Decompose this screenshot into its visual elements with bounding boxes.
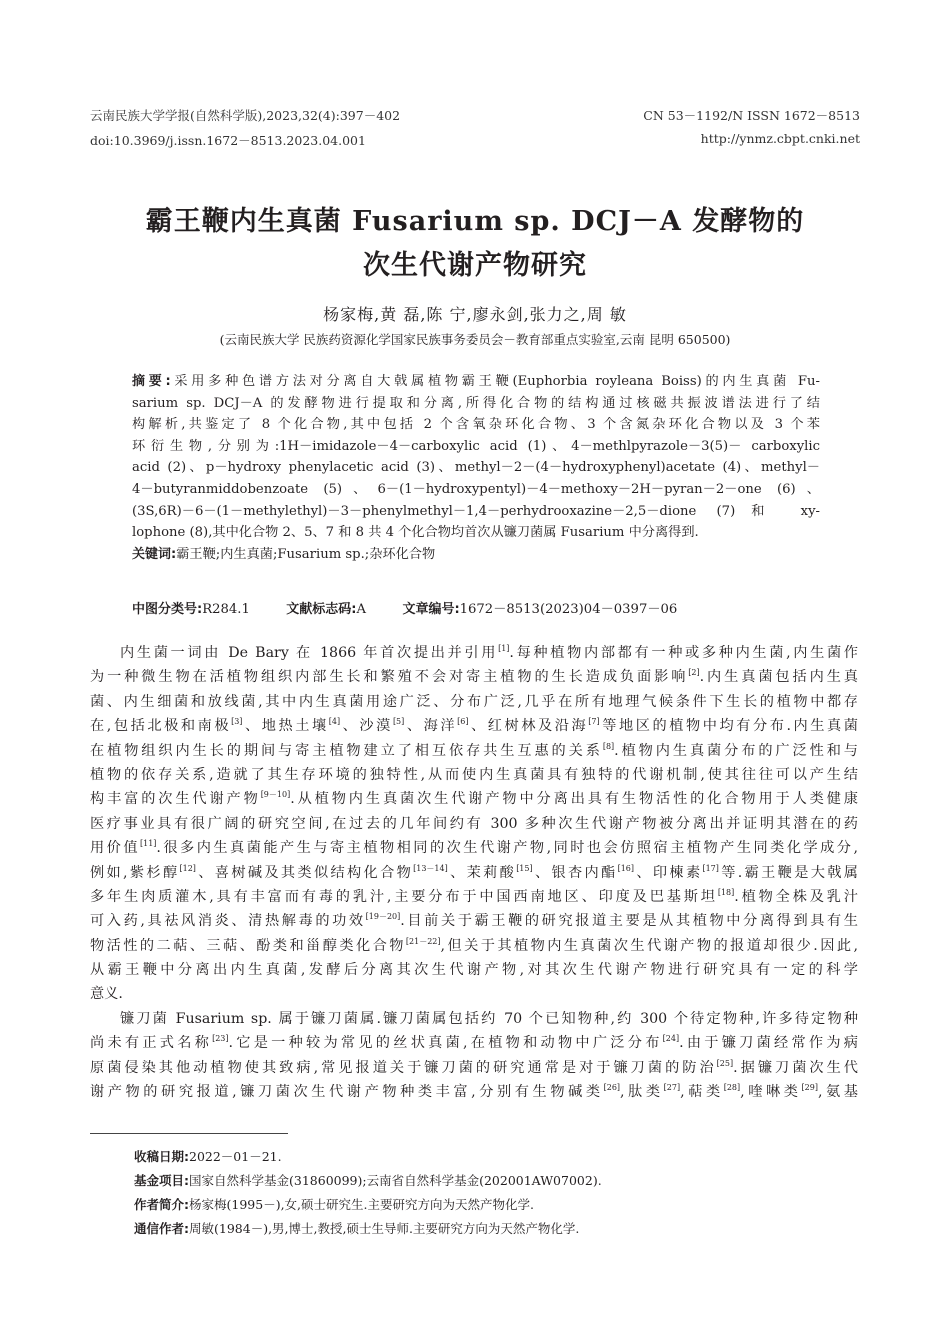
journal-url: http://ynmz.cbpt.cnki.net [700,131,860,146]
body-text-run: 、红树林及沿海 [468,718,589,735]
citation-ref: [13－14] [413,863,448,873]
citation-ref: [6] [457,717,469,727]
body-text-run: 镰刀菌 Fusarium sp. 属于镰刀菌属.镰刀菌属包括约 70 个已知物种,约 300 个待定物种,许多待定物种 [120,1010,858,1027]
body-text-run: .由于镰刀菌经常作为病 [679,1035,858,1052]
body-text-run: .它是一种较为常见的丝状真菌,在植物和动物中广泛分布 [228,1035,663,1052]
body-text-run: 、地热土壤 [242,718,329,735]
body-text-run: ,氨基 [817,1084,858,1101]
citation-ref: [28] [723,1083,741,1093]
keywords-label: 关键词: [132,546,177,562]
body-line [90,909,858,933]
cn-issn: CN 53－1192/N ISSN 1672－8513 [643,108,860,123]
body-text-run: 为一种微生物在活植物组织内部生长和繁殖不会对寄主植物的生长造成负面影响 [90,669,689,686]
body-text-run: 原菌侵染其他动植物使其致病,常见报道关于镰刀菌的研究通常是对于镰刀菌的防治 [90,1059,717,1076]
abstract [132,371,820,565]
body-line [90,665,858,689]
citation-ref: [21－22] [405,936,441,946]
body-text-run: ,喹啉类 [740,1084,802,1101]
body-text-run: 在,包括北极和南极 [90,718,232,735]
article-number-label: 文章编号: [402,602,460,617]
body-text-run: 、印楝素 [634,864,703,881]
body-text-run: 意义. [90,986,123,1003]
body-text-run: .据镰刀菌次生代 [733,1059,858,1076]
body-line [90,1080,858,1104]
citation-ref: [4] [328,717,341,727]
citation-ref: [19－20] [365,912,401,922]
body-text-run: 、沙漠 [340,718,393,735]
body-text-run: 多年生肉质灌木,具有丰富而有毒的乳汁,主要分布于中国西南地区、印度及巴基斯坦 [90,888,718,905]
authors: 杨家梅,黄 磊,陈 宁,廖永剑,张力之,周 敏 [323,305,627,324]
body-text-run: 等.霸王鞭是大戟属 [718,864,858,881]
paper-title-line-2: 次生代谢产物研究 [363,250,587,281]
clc-value: R284.1 [202,602,250,617]
body-text-run: 、茉莉酸 [447,864,517,881]
abstract-line: lophone (8),其中化合物 2、5、7 和 8 共 4 个化合物均首次从镰刀菌属 Fusarium 中分离得到. [132,525,699,541]
body-line [90,641,858,665]
citation-ref: [17] [702,863,719,873]
body-line [90,714,858,738]
citation-ref: [18] [717,887,735,897]
body-text-run: 内生菌一词由 De Bary 在 1866 年首次提出并引用 [120,645,499,661]
body-line [90,690,858,714]
fund-label: 基金项目: [134,1173,189,1188]
abstract-line [132,371,820,393]
body-text-run: .目前关于霸王鞭的研究报道主要是从其植物中分离得到具有生 [400,913,858,930]
citation-ref: [24] [662,1034,680,1044]
body-text-run: 物活性的二萜、三萜、酚类和甾醇类化合物 [90,937,406,954]
abstract-line: (3S,6R)－6－(1－methylethyl)－3－phenylmethyl－1,4－perhydrooxazine－2,5－dione (7)和 xy- [132,503,820,519]
body-text-run: 谢产物的研究报道,镰刀菌次生代谢产物种类丰富,分别有生物碱类 [90,1084,604,1101]
body-text-run: 例如,紫杉醇 [90,864,180,881]
body-text-run: .内生真菌包括内生真 [699,669,858,686]
footnote-divider [90,1133,288,1134]
keywords-text: 霸王鞭;内生真菌;Fusarium sp.;杂环化合物 [176,546,436,562]
body-line [90,885,858,909]
footnote-author [134,1195,534,1213]
body-text-run: .植物全株及乳汁 [734,888,858,905]
citation-ref: [25] [716,1058,734,1068]
article-number-value: 1672－8513(2023)04－0397－06 [459,602,678,617]
doc-code-value: A [356,602,367,617]
body-text-run: .每种植物内部都有一种或多种内生菌,内生菌作 [509,645,858,661]
footnote-corresponding [134,1219,579,1237]
author-bio-label: 作者简介: [134,1197,189,1212]
corresponding-value: 周敏(1984－),男,博士,教授,硕士生导师.主要研究方向为天然产物化学. [189,1221,580,1236]
body-text-run: 用价值 [90,840,140,857]
abstract-line: acid (2)、p－hydroxy phenylacetic acid (3)、methyl－2－(4－hydroxyphenyl)acetate (4)、methyl－ [132,460,820,476]
body-line [90,1056,858,1080]
footnote-fund [134,1171,602,1189]
fund-value: 国家自然科学基金(31860099);云南省自然科学基金(202001AW07002). [189,1173,602,1188]
abstract-line: 构解析,共鉴定了 8 个化合物,其中包括 2 个含氧杂环化合物、3 个含氮杂环化合物以及 3 个苯 [132,417,820,433]
abstract-label: 摘要: [132,374,171,389]
citation-ref: [11] [139,839,157,849]
body-text-run: ,肽类 [620,1084,664,1101]
body-text-run: 菌、内生细菌和放线菌,其中内生真菌用途广泛、分布广泛,几乎在所有地理气候条件下生长的植物中都存 [90,693,858,710]
affiliation: (云南民族大学 民族药资源化学国家民族事务委员会－教育部重点实验室,云南 昆明 650500) [219,332,731,347]
body-text-run: ,但关于其植物内生真菌次生代谢产物的报道却很少.因此, [440,937,858,954]
body-line [90,958,858,982]
body-text-run: 从霸王鞭中分离出内生真菌,发酵后分离其次生代谢产物,对其次生代谢产物进行研究具有一定的科学 [90,962,858,979]
body-text-run: .从植物内生真菌次生代谢产物中分离出具有生物活性的化合物用于人类健康 [290,791,858,808]
body-text-run: 在植物组织内生长的期间与寄主植物建立了相互依存共生互惠的关系 [90,742,603,759]
citation-ref: [29] [801,1083,818,1093]
journal-citation: 云南民族大学学报(自然科学版),2023,32(4):397－402 [90,108,401,123]
body-text-run: 可入药,具祛风消炎、清热解毒的功效 [90,913,366,930]
doi: doi:10.3969/j.issn.1672－8513.2023.04.001 [90,133,366,148]
body-line [90,861,858,885]
body-text-run: 尚未有正式名称 [90,1035,213,1052]
citation-ref: [16] [617,863,635,873]
doc-code-label: 文献标志码: [286,602,357,617]
citation-ref: [23] [212,1034,229,1044]
body-text-run: 植物的依存关系,造就了其生存环境的独特性,从而使内生真菌具有独特的代谢机制,使其往往可以产生结 [90,766,858,783]
body-line [90,1007,858,1031]
body-text-run: ,萜类 [680,1084,724,1101]
citation-ref: [5] [392,717,405,727]
citation-ref: [27] [663,1083,681,1093]
body-text-run: .植物内生真菌分布的广泛性和与 [614,742,858,759]
abstract-line: sarium sp. DCJ－A 的发酵物进行提取和分离,所得化合物的结构通过核磁共振波谱法进行了结 [132,395,820,411]
body-line [90,982,858,1006]
corresponding-label: 通信作者: [134,1221,189,1236]
body-text-run: .很多内生真菌能产生与寄主植物相同的次生代谢产物,同时也会仿照宿主植物产生同类化学成分, [156,840,858,857]
abstract-line: 环衍生物,分别为:1H－imidazole－4－carboxylic acid (1)、4－methlpyrazole－3(5)－ carboxylic [132,438,820,454]
citation-ref: [8] [602,741,615,751]
body-text [90,641,858,1104]
body-line [90,836,858,860]
body-text-run: 医疗事业具有很广阔的研究空间,在过去的几年间约有 300 多种次生代谢产物被分离出并证明其潜在的药 [90,815,858,832]
author-bio-value: 杨家梅(1995－),女,硕士研究生.主要研究方向为天然产物化学. [189,1197,534,1212]
body-text-run: 、喜树碱及其类似结构化合物 [195,864,414,881]
body-line [90,787,858,811]
citation-ref: [2] [688,668,700,678]
body-text-run: 等地区的植物中均有分布.内生真菌 [599,718,858,735]
paper-title-line-1: 霸王鞭内生真菌 Fusarium sp. DCJ－A 发酵物的 [145,206,805,237]
keywords [132,544,820,566]
received-label: 收稿日期: [134,1149,189,1164]
body-text-run: 、海洋 [404,718,458,735]
abstract-text: 采用多种色谱方法对分离自大戟属植物霸王鞭(Euphorbia royleana Boiss)的内生真菌 Fu- [170,374,820,389]
citation-ref: [15] [516,863,533,873]
abstract-line: 4－butyranmiddobenzoate (5)、6－(1－hydroxypentyl)－4－methoxy－2H－pyran－2－one (6)、 [132,481,820,497]
citation-ref: [3] [231,717,243,727]
body-line [90,934,858,958]
citation-ref: [9－10] [260,790,291,800]
citation-ref: [12] [179,863,196,873]
classification-row [132,598,677,617]
body-text-run: 构丰富的次生代谢产物 [90,791,261,808]
received-value: 2022－01－21. [189,1149,282,1164]
citation-ref: [7] [588,717,600,727]
body-line [90,1031,858,1055]
footnote-received [134,1147,282,1165]
citation-ref: [1] [498,644,510,653]
body-line [90,812,858,836]
clc-label: 中图分类号: [132,602,203,617]
body-text-run: 、银杏内酯 [532,864,618,881]
citation-ref: [26] [603,1083,621,1093]
body-line [90,739,858,763]
body-line [90,763,858,787]
